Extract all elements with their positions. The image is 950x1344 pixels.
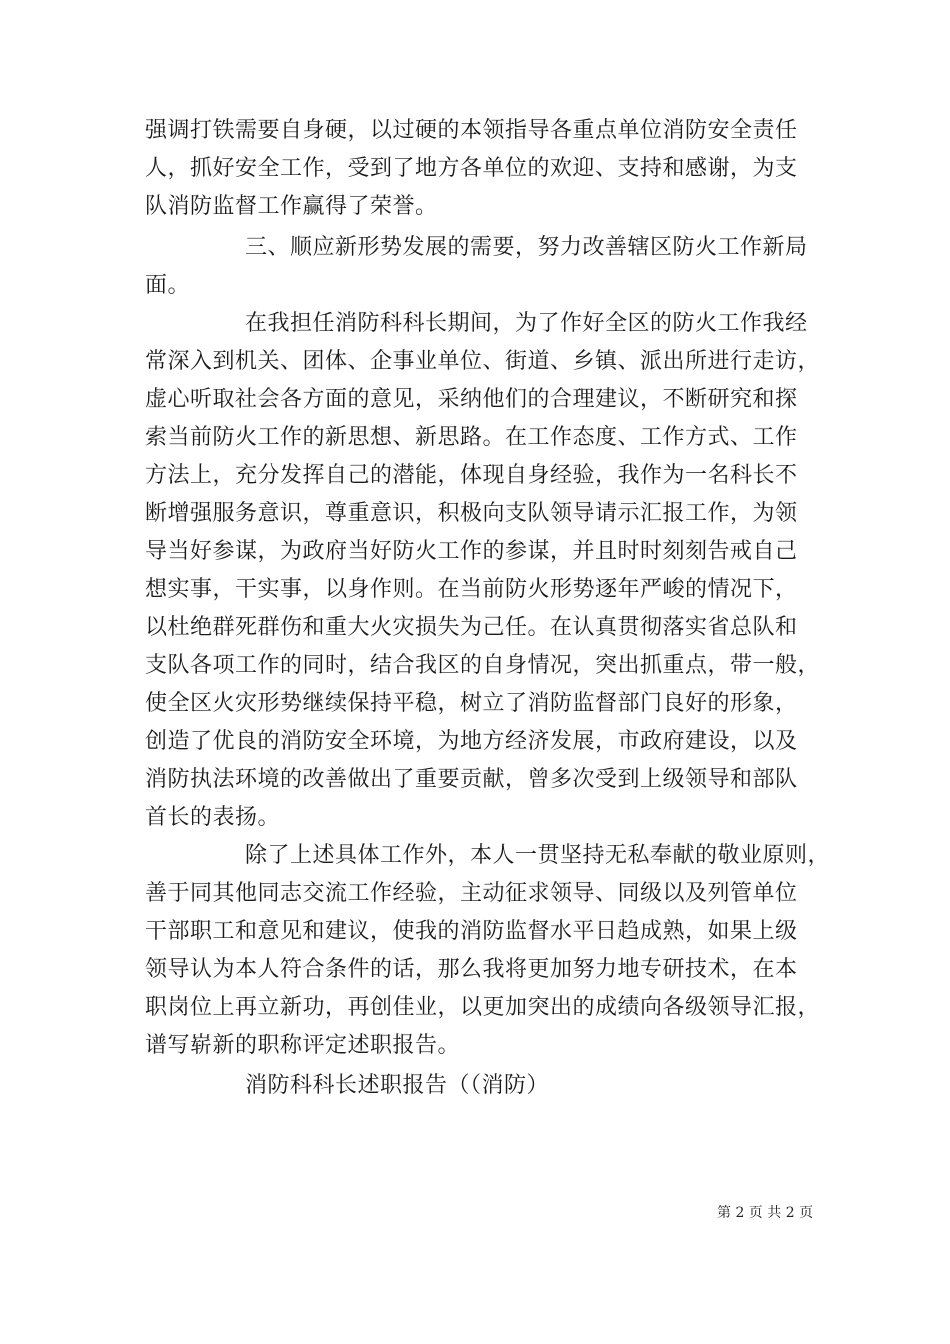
text-line: 在我担任消防科科长期间，为了作好全区的防火工作我经 <box>245 311 808 336</box>
text-line: 谱写崭新的职称评定述职报告。 <box>145 1033 461 1058</box>
text-line: 以杜绝群死群伤和重大火灾损失为己任。在认真贯彻落实省总队和 <box>145 615 798 640</box>
text-line: 虚心听取社会各方面的意见，采纳他们的合理建议，不断研究和探 <box>145 387 798 412</box>
text-line: 队消防监督工作赢得了荣誉。 <box>145 194 438 219</box>
text-line: 人，抓好安全工作，受到了地方各单位的欢迎、支持和感谢，为支 <box>145 156 798 181</box>
text-line: 导当好参谋，为政府当好防火工作的参谋，并且时时刻刻告戒自己 <box>145 539 798 564</box>
text-line: 方法上，充分发挥自己的潜能，体现自身经验，我作为一名科长不 <box>145 463 798 488</box>
text-line: 创造了优良的消防安全环境，为地方经济发展，市政府建设，以及 <box>145 729 798 754</box>
text-line: 领导认为本人符合条件的话，那么我将更加努力地专研技术，在本 <box>145 957 798 982</box>
text-line: 除了上述具体工作外，本人一贯坚持无私奉献的敬业原则， <box>245 843 831 868</box>
text-line: 支队各项工作的同时，结合我区的自身情况，突出抓重点，带一般， <box>145 653 821 678</box>
text-line: 首长的表扬。 <box>145 805 281 830</box>
text-line: 干部职工和意见和建议，使我的消防监督水平日趋成熟，如果上级 <box>145 919 798 944</box>
page-number: 第 2 页 共 2 页 <box>717 1205 814 1221</box>
text-line: 消防执法环境的改善做出了重要贡献，曾多次受到上级领导和部队 <box>145 767 798 792</box>
text-line: 使全区火灾形势继续保持平稳，树立了消防监督部门良好的形象， <box>145 691 798 716</box>
text-line: 善于同其他同志交流工作经验，主动征求领导、同级以及列管单位 <box>145 881 798 906</box>
text-line: 常深入到机关、团体、企事业单位、街道、乡镇、派出所进行走访， <box>145 349 821 374</box>
document-title-line: 消防科科长述职报告（（消防） <box>245 1073 550 1098</box>
text-line: 职岗位上再立新功，再创佳业，以更加突出的成绩向各级领导汇报， <box>145 995 821 1020</box>
section-heading-line: 三、顺应新形势发展的需要，努力改善辖区防火工作新局 <box>245 235 808 260</box>
text-line: 想实事，干实事，以身作则。在当前防火形势逐年严峻的情况下， <box>145 577 798 602</box>
text-line: 索当前防火工作的新思想、新思路。在工作态度、工作方式、工作 <box>145 425 798 450</box>
text-line: 断增强服务意识，尊重意识，积极向支队领导请示汇报工作，为领 <box>145 501 798 526</box>
text-line: 强调打铁需要自身硬，以过硬的本领指导各重点单位消防安全责任 <box>145 118 798 143</box>
section-heading-line: 面。 <box>145 273 191 298</box>
